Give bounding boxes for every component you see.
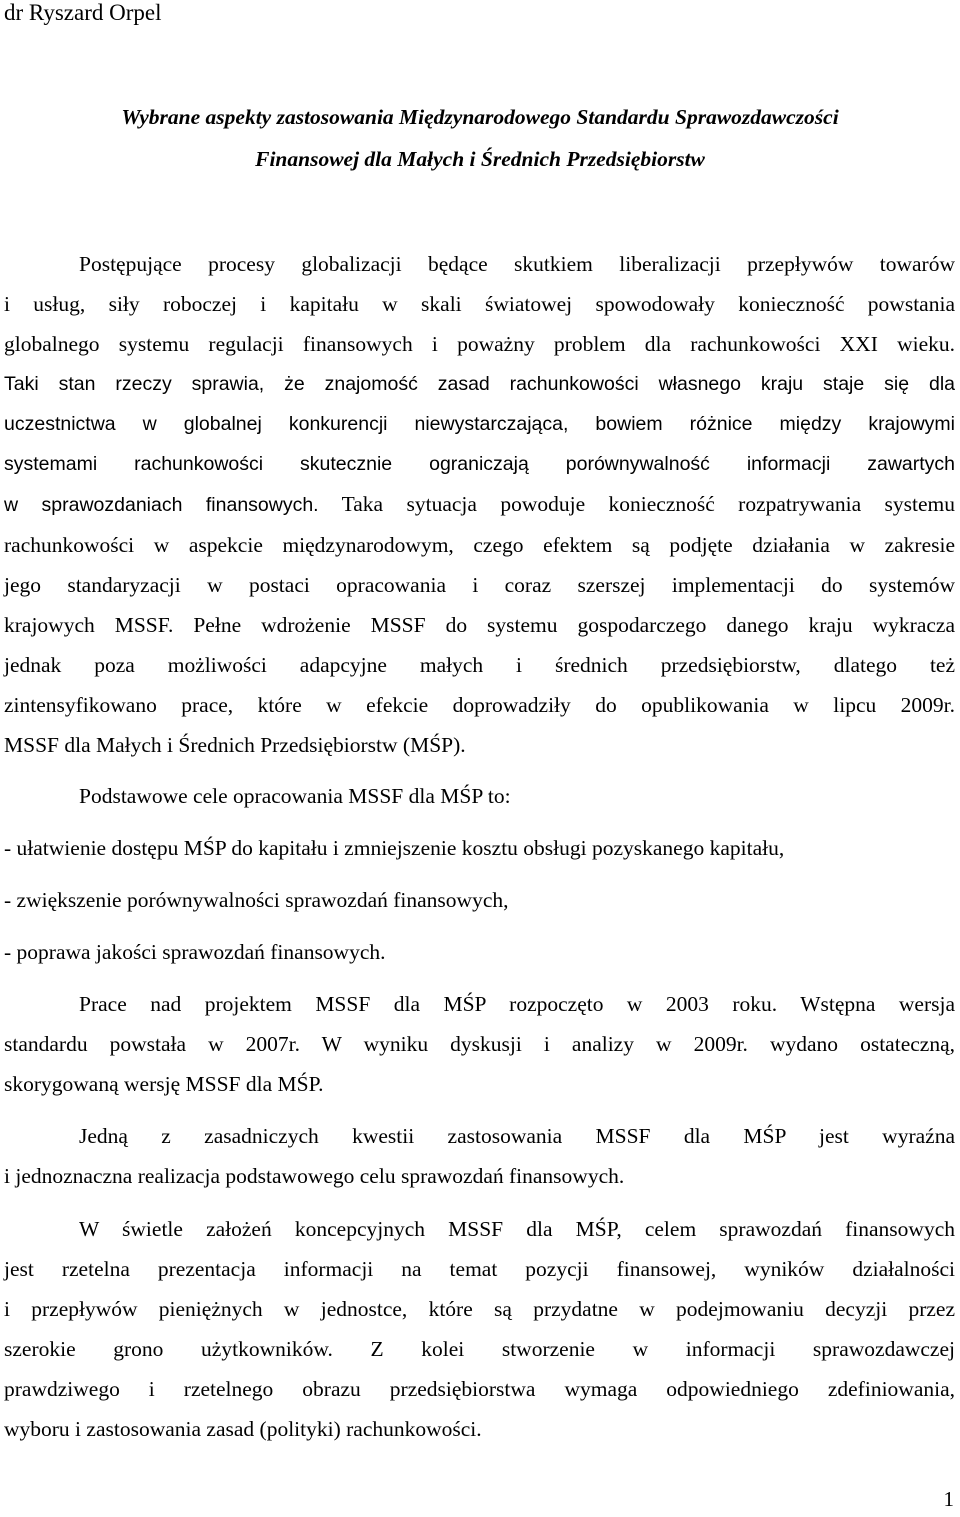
paragraph-project	[4, 984, 955, 1104]
paragraph-line: systemami rachunkowości skutecznie ograniczają porównywalność informacji zawartych	[4, 453, 955, 475]
page-number: 1	[943, 1487, 954, 1511]
paragraph-line	[4, 484, 955, 525]
paragraph-key-issue	[4, 1116, 955, 1196]
paragraph-line: prawdziwego i rzetelnego obrazu przedsiębiorstwa wymaga odpowiedniego zdefiniowania,	[4, 1377, 955, 1401]
author-name: dr Ryszard Orpel	[4, 0, 162, 25]
paragraph-line: i usług, siły roboczej i kapitału w skali światowej spowodowały konieczność powstania	[4, 292, 955, 316]
title-line-1: Wybrane aspekty zastosowania Międzynarodowego Standardu Sprawozdawczości	[121, 105, 839, 129]
paragraph-line: krajowych MSSF. Pełne wdrożenie MSSF do systemu gospodarczego danego kraju wykracza	[4, 613, 955, 637]
paragraph-line: skorygowaną wersję MSSF dla MŚP.	[4, 1072, 324, 1096]
document-title	[0, 96, 960, 180]
paragraph-line: jego standaryzacji w postaci opracowania i coraz szerszej implementacji do systemów	[4, 573, 955, 597]
paragraph-line: uczestnictwa w globalnej konkurencji niewystarczająca, bowiem różnice między krajowymi	[4, 413, 955, 435]
paragraph-line: wyboru i zastosowania zasad (polityki) rachunkowości.	[4, 1417, 482, 1441]
paragraph-line: MSSF dla Małych i Średnich Przedsiębiorstw (MŚP).	[4, 733, 466, 757]
paragraph-line: jest rzetelna prezentacja informacji na temat pozycji finansowej, wyników działalności	[4, 1257, 955, 1281]
paragraph-line: rachunkowości w aspekcie międzynarodowym, czego efektem są podjęte działania w zakresie	[4, 533, 955, 557]
paragraph-line: szerokie grono użytkowników. Z kolei stworzenie w informacji sprawozdawczej	[4, 1337, 955, 1361]
goal-item: - poprawa jakości sprawozdań finansowych.	[4, 940, 386, 964]
title-line-2: Finansowej dla Małych i Średnich Przedsiębiorstw	[255, 147, 705, 171]
paragraph-fragment: Taka sytuacja powoduje konieczność rozpatrywania systemu	[318, 492, 955, 516]
paragraph-line: jednak poza możliwości adapcyjne małych i średnich przedsiębiorstw, dlatego też	[4, 653, 955, 677]
paragraph-line: zintensyfikowano prace, które w efekcie doprowadziły do opublikowania w lipcu 2009r.	[4, 693, 955, 717]
paragraph-line: Jedną z zasadniczych kwestii zastosowania MSSF dla MŚP jest wyraźna	[79, 1124, 955, 1148]
paragraph-fragment: w sprawozdaniach finansowych.	[4, 494, 319, 516]
goal-item: - ułatwienie dostępu MŚP do kapitału i zmniejszenie kosztu obsługi pozyskanego kapitału,	[4, 836, 785, 860]
paragraph-conceptual	[4, 1209, 955, 1449]
paragraph-globalization	[4, 244, 955, 765]
goal-item: - zwiększenie porównywalności sprawozdań finansowych,	[4, 888, 509, 912]
paragraph-line: i przepływów pieniężnych w jednostce, które są przydatne w podejmowaniu decyzji przez	[4, 1297, 955, 1321]
paragraph-line: i jednoznaczna realizacja podstawowego celu sprawozdań finansowych.	[4, 1164, 625, 1188]
paragraph-line: Postępujące procesy globalizacji będące skutkiem liberalizacji przepływów towarów	[79, 252, 955, 276]
paragraph-line: Taki stan rzeczy sprawia, że znajomość zasad rachunkowości własnego kraju staje się dla	[4, 373, 955, 395]
paragraph-line: standardu powstała w 2007r. W wyniku dyskusji i analizy w 2009r. wydano ostateczną,	[4, 1032, 955, 1056]
paragraph-line: Prace nad projektem MSSF dla MŚP rozpoczęto w 2003 roku. Wstępna wersja	[79, 992, 955, 1016]
paragraph-line: W świetle założeń koncepcyjnych MSSF dla MŚP, celem sprawozdań finansowych	[79, 1217, 955, 1241]
goals-intro: Podstawowe cele opracowania MSSF dla MŚP to:	[79, 784, 511, 808]
paragraph-line: globalnego systemu regulacji finansowych i poważny problem dla rachunkowości XXI wieku.	[4, 332, 955, 356]
